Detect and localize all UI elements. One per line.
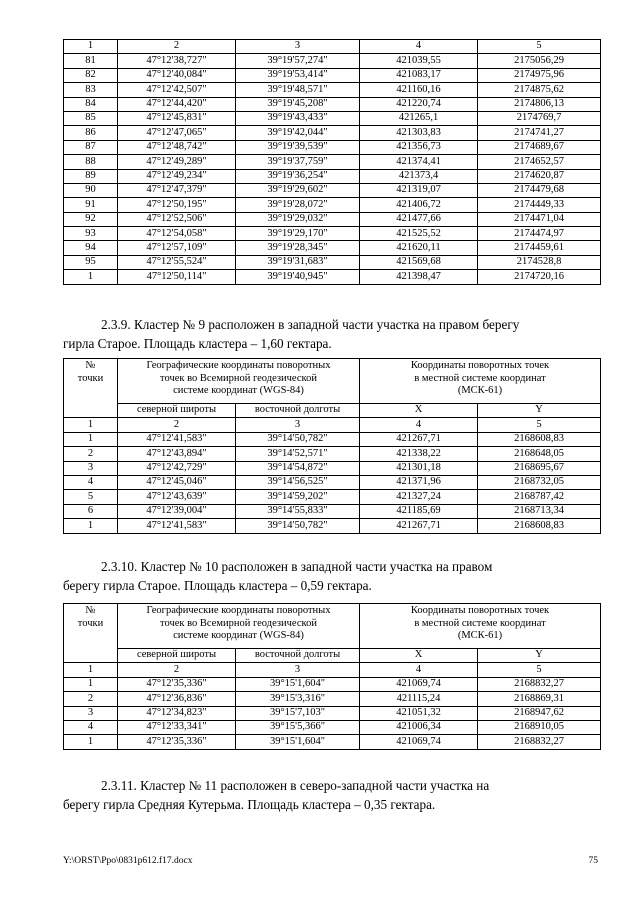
table-cell: 39°19'29,032" [236, 212, 360, 226]
table-cell: 5 [478, 40, 601, 54]
table-cell: 47°12'47,379" [118, 183, 236, 197]
table-cell: 47°12'52,506" [118, 212, 236, 226]
table-cell: 39°15'3,316" [236, 692, 360, 706]
table-cell: 2174769,7 [478, 111, 601, 125]
table-cell: 421069,74 [360, 677, 478, 691]
table-cell: 421265,1 [360, 111, 478, 125]
table-header-row [64, 359, 601, 404]
table-cell: 2168832,27 [478, 735, 601, 749]
table-row [64, 198, 601, 212]
msk61-header: Координаты поворотных точек в местной системе координат (МСК-61) [360, 359, 601, 404]
table-cell: 2168695,67 [478, 461, 601, 475]
table-cell: 2174459,61 [478, 241, 601, 255]
table-cell: 39°14'50,782" [236, 519, 360, 533]
table-cell: 2168608,83 [478, 519, 601, 533]
table-cell: 39°19'57,274" [236, 54, 360, 68]
table-cell: 1 [64, 677, 118, 691]
table-cell: 2168910,05 [478, 720, 601, 734]
coordinates-table-continued [63, 39, 601, 285]
table-row [64, 140, 601, 154]
table-cell: 5 [478, 418, 601, 432]
table-cell: 421319,07 [360, 183, 478, 197]
table-cell: 2 [118, 663, 236, 677]
table-cell: 421267,71 [360, 432, 478, 446]
table-cell: 39°14'55,833" [236, 504, 360, 518]
table-cell: 3 [236, 40, 360, 54]
table-cell: 87 [64, 140, 118, 154]
table-cell: 95 [64, 255, 118, 269]
column-number-row [64, 663, 601, 677]
table-cell: 2174689,67 [478, 140, 601, 154]
cluster-9-text-line1: 2.3.9. Кластер № 9 расположен в западной части участка на правом берегу [101, 317, 520, 332]
table-cell: 421525,52 [360, 227, 478, 241]
table-row [64, 490, 601, 504]
table-row [64, 183, 601, 197]
table-cell: 47°12'42,729" [118, 461, 236, 475]
table-cell: 39°19'39,539" [236, 140, 360, 154]
table-cell: 421303,83 [360, 126, 478, 140]
table-cell: 1 [64, 432, 118, 446]
cluster-10-text-line2: берегу гирла Старое. Площадь кластера – 0,59 гектара. [63, 578, 372, 593]
table-cell: 421406,72 [360, 198, 478, 212]
table-cell: 2174474,97 [478, 227, 601, 241]
table-cell: 3 [236, 663, 360, 677]
table-cell: 2168648,05 [478, 447, 601, 461]
table-cell: 47°12'44,420" [118, 97, 236, 111]
table-cell: 47°12'45,831" [118, 111, 236, 125]
table-cell: 47°12'42,507" [118, 83, 236, 97]
table-cell: 421398,47 [360, 270, 478, 284]
table-row [64, 126, 601, 140]
table-cell: 421569,68 [360, 255, 478, 269]
subheader-y: Y [478, 404, 601, 418]
table-cell: 421185,69 [360, 504, 478, 518]
table-cell: 421477,66 [360, 212, 478, 226]
footer-file-path: Y:\ORST\Ppo\0831p612.f17.docx [63, 856, 193, 866]
table-cell: 39°14'54,872" [236, 461, 360, 475]
table-header-row [64, 604, 601, 649]
table-row [64, 54, 601, 68]
table-cell: 47°12'55,524" [118, 255, 236, 269]
table-cell: 421373,4 [360, 169, 478, 183]
table-cell: 421327,24 [360, 490, 478, 504]
table-cell: 39°15'7,103" [236, 706, 360, 720]
table-cell: 92 [64, 212, 118, 226]
table-row [64, 241, 601, 255]
table-cell: 2174741,27 [478, 126, 601, 140]
table-cell: 421620,11 [360, 241, 478, 255]
table-cell: 2 [118, 40, 236, 54]
wgs84-header: Географические координаты поворотных точек во Всемирной геодезической системе координат (WGS-84) [118, 359, 360, 404]
table-cell: 1 [64, 519, 118, 533]
table-cell: 3 [64, 706, 118, 720]
table-cell: 47°12'41,583" [118, 519, 236, 533]
table-cell: 39°19'42,044" [236, 126, 360, 140]
table-row [64, 735, 601, 749]
table-cell: 39°19'29,170" [236, 227, 360, 241]
table-cell: 47°12'54,058" [118, 227, 236, 241]
table-cell: 47°12'45,046" [118, 475, 236, 489]
table-cell: 421006,34 [360, 720, 478, 734]
table-cell: 1 [64, 735, 118, 749]
table-cell: 2174449,33 [478, 198, 601, 212]
table-cell: 421069,74 [360, 735, 478, 749]
table-cell: 39°19'31,683" [236, 255, 360, 269]
table-cell: 84 [64, 97, 118, 111]
table-cell: 47°12'38,727" [118, 54, 236, 68]
table-cell: 2174471,04 [478, 212, 601, 226]
table-cell: 6 [64, 504, 118, 518]
table-cell: 421083,17 [360, 68, 478, 82]
table-cell: 421220,74 [360, 97, 478, 111]
table-cell: 47°12'57,109" [118, 241, 236, 255]
subheader-lat: северной широты [118, 404, 236, 418]
table-cell: 39°19'36,254" [236, 169, 360, 183]
table-cell: 2 [64, 447, 118, 461]
table-cell: 47°12'40,084" [118, 68, 236, 82]
table-cell: 4 [64, 475, 118, 489]
table-cell: 86 [64, 126, 118, 140]
table-row [64, 461, 601, 475]
cluster-9-text-line2: гирла Старое. Площадь кластера – 1,60 гектара. [63, 336, 332, 351]
table-cell: 421301,18 [360, 461, 478, 475]
table-cell: 2174479,68 [478, 183, 601, 197]
table-row [64, 169, 601, 183]
table-cell: 2168713,34 [478, 504, 601, 518]
table-row [64, 447, 601, 461]
point-number-header: № точки [64, 604, 118, 663]
table-cell: 421356,73 [360, 140, 478, 154]
table-cell: 47°12'50,195" [118, 198, 236, 212]
cluster-11-text-line1: 2.3.11. Кластер № 11 расположен в северо-западной части участка на [101, 778, 490, 793]
table-cell: 39°15'1,604" [236, 677, 360, 691]
table-row [64, 706, 601, 720]
table-cell: 39°14'56,525" [236, 475, 360, 489]
subheader-lon: восточной долготы [236, 649, 360, 663]
table-cell: 47°12'49,234" [118, 169, 236, 183]
table-row [64, 270, 601, 284]
table-cell: 93 [64, 227, 118, 241]
table-cell: 39°15'5,366" [236, 720, 360, 734]
table-cell: 89 [64, 169, 118, 183]
table-cell: 2168947,62 [478, 706, 601, 720]
table-row [64, 68, 601, 82]
table-cell: 47°12'48,742" [118, 140, 236, 154]
table-cell: 3 [236, 418, 360, 432]
table-cell: 421338,22 [360, 447, 478, 461]
table-cell: 2174806,13 [478, 97, 601, 111]
table-row [64, 111, 601, 125]
table-cell: 39°19'48,571" [236, 83, 360, 97]
table-cell: 39°19'28,072" [236, 198, 360, 212]
table-cell: 1 [64, 40, 118, 54]
table-cell: 47°12'35,336" [118, 735, 236, 749]
table-row [64, 720, 601, 734]
table-cell: 47°12'33,341" [118, 720, 236, 734]
table-row [64, 97, 601, 111]
table-cell: 39°19'40,945" [236, 270, 360, 284]
table-cell: 421051,32 [360, 706, 478, 720]
table-cell: 2174975,96 [478, 68, 601, 82]
table-cell: 2 [64, 692, 118, 706]
table-cell: 47°12'35,336" [118, 677, 236, 691]
table-cell: 2168869,31 [478, 692, 601, 706]
table-cell: 421374,41 [360, 155, 478, 169]
table-cell: 2174720,16 [478, 270, 601, 284]
table-cell: 47°12'34,823" [118, 706, 236, 720]
table-cell: 39°19'29,602" [236, 183, 360, 197]
table-cell: 2168787,42 [478, 490, 601, 504]
table-row [64, 504, 601, 518]
table-cell: 421371,96 [360, 475, 478, 489]
table-cell: 39°14'50,782" [236, 432, 360, 446]
table-row [64, 519, 601, 533]
table-cell: 47°12'43,894" [118, 447, 236, 461]
table-cell: 1 [64, 270, 118, 284]
table-cell: 88 [64, 155, 118, 169]
table-cell: 39°19'28,345" [236, 241, 360, 255]
cluster-10-coordinates-table [63, 603, 601, 750]
page-number: 75 [588, 856, 598, 866]
table-cell: 39°19'45,208" [236, 97, 360, 111]
table-cell: 39°19'37,759" [236, 155, 360, 169]
table-cell: 39°15'1,604" [236, 735, 360, 749]
table-cell: 4 [64, 720, 118, 734]
table-cell: 90 [64, 183, 118, 197]
table-cell: 2168608,83 [478, 432, 601, 446]
table-row [64, 692, 601, 706]
table-row [64, 677, 601, 691]
table-cell: 2168732,05 [478, 475, 601, 489]
table-cell: 5 [478, 663, 601, 677]
table-cell: 39°19'53,414" [236, 68, 360, 82]
table-cell: 47°12'43,639" [118, 490, 236, 504]
cluster-10-text-line1: 2.3.10. Кластер № 10 расположен в западной части участка на правом [101, 559, 493, 574]
table-cell: 47°12'36,836" [118, 692, 236, 706]
table-row [64, 255, 601, 269]
table-cell: 4 [360, 663, 478, 677]
cluster-11-paragraph [63, 776, 600, 833]
point-number-header: № точки [64, 359, 118, 418]
table-cell: 5 [64, 490, 118, 504]
table-cell: 1 [64, 418, 118, 432]
column-number-row [64, 40, 601, 54]
subheader-lon: восточной долготы [236, 404, 360, 418]
table-row [64, 432, 601, 446]
table-cell: 47°12'50,114" [118, 270, 236, 284]
subheader-x: X [360, 404, 478, 418]
table-row [64, 155, 601, 169]
table-cell: 421115,24 [360, 692, 478, 706]
subheader-y: Y [478, 649, 601, 663]
table-cell: 2174652,57 [478, 155, 601, 169]
table-cell: 82 [64, 68, 118, 82]
table-cell: 1 [64, 663, 118, 677]
table-cell: 94 [64, 241, 118, 255]
subheader-lat: северной широты [118, 649, 236, 663]
table-cell: 39°14'52,571" [236, 447, 360, 461]
table-cell: 47°12'47,065" [118, 126, 236, 140]
table-cell: 421267,71 [360, 519, 478, 533]
table-row [64, 83, 601, 97]
table-cell: 3 [64, 461, 118, 475]
subheader-x: X [360, 649, 478, 663]
table-cell: 47°12'41,583" [118, 432, 236, 446]
table-row [64, 227, 601, 241]
table-cell: 2174528,8 [478, 255, 601, 269]
table-cell: 2 [118, 418, 236, 432]
table-subheader-row [64, 404, 601, 418]
table-cell: 39°19'43,433" [236, 111, 360, 125]
table-row [64, 212, 601, 226]
table-cell: 2174620,87 [478, 169, 601, 183]
table-cell: 39°14'59,202" [236, 490, 360, 504]
table-cell: 47°12'39,004" [118, 504, 236, 518]
table-cell: 2168832,27 [478, 677, 601, 691]
table-cell: 83 [64, 83, 118, 97]
cluster-11-text-line2: берегу гирла Средняя Кутерьма. Площадь кластера – 0,35 гектара. [63, 797, 436, 812]
table-cell: 81 [64, 54, 118, 68]
table-cell: 2175056,29 [478, 54, 601, 68]
table-cell: 421039,55 [360, 54, 478, 68]
msk61-header: Координаты поворотных точек в местной системе координат (МСК-61) [360, 604, 601, 649]
table-cell: 4 [360, 418, 478, 432]
table-cell: 2174875,62 [478, 83, 601, 97]
table-row [64, 475, 601, 489]
cluster-9-coordinates-table [63, 358, 601, 534]
table-cell: 421160,16 [360, 83, 478, 97]
table-cell: 91 [64, 198, 118, 212]
table-cell: 4 [360, 40, 478, 54]
table-cell: 85 [64, 111, 118, 125]
table-subheader-row [64, 649, 601, 663]
column-number-row [64, 418, 601, 432]
wgs84-header: Географические координаты поворотных точек во Всемирной геодезической системе координат (WGS-84) [118, 604, 360, 649]
table-cell: 47°12'49,289" [118, 155, 236, 169]
